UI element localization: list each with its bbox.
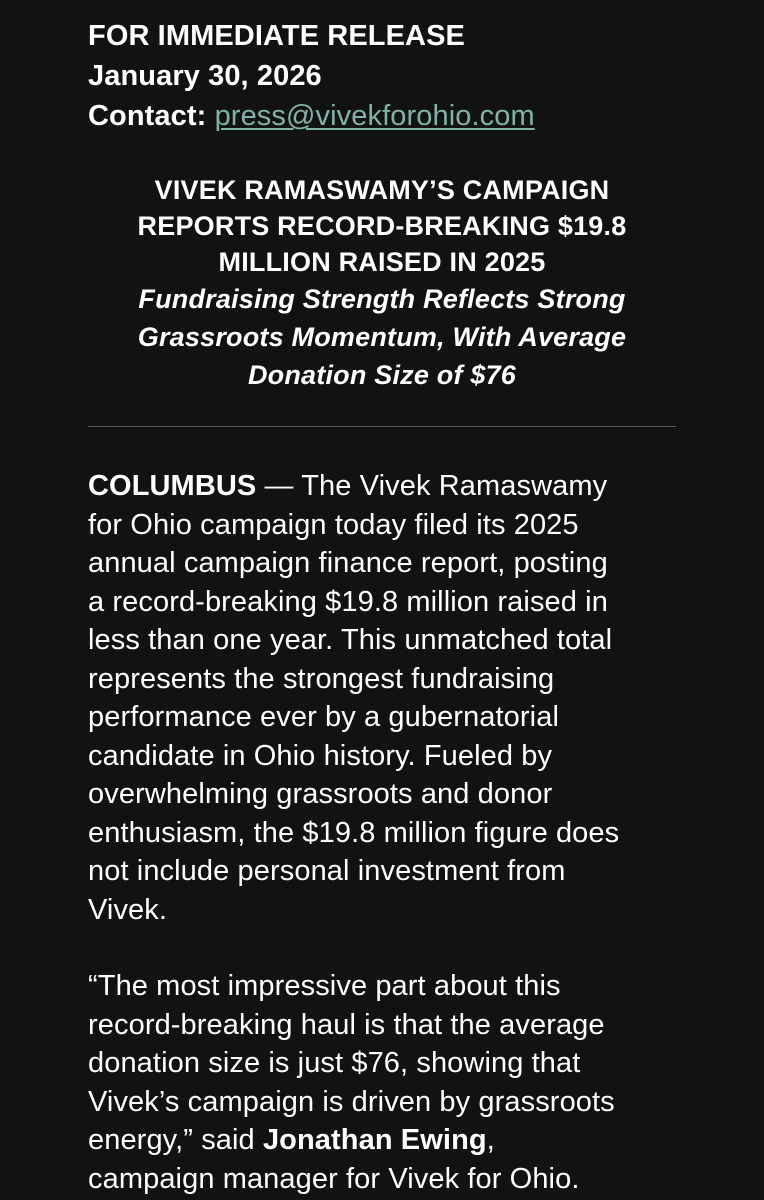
paragraph-2-line: record-breaking haul is that the average [88,1008,605,1041]
release-header [88,16,676,136]
paragraph-1-line: not include personal investment from [88,855,566,887]
dateline: COLUMBUS [88,470,257,502]
contact-line [88,96,676,136]
release-label: FOR IMMEDIATE RELEASE [88,20,465,52]
paragraph-1 [88,467,676,929]
contact-email-link[interactable]: press@vivekforohio.com [214,100,535,132]
paragraph-1-line: annual campaign finance report, posting [88,547,608,579]
contact-label: Contact: [88,100,207,132]
section-divider [88,426,676,427]
paragraph-2-line [88,1121,676,1160]
dateline-rest: — The Vivek Ramaswamy [256,470,608,502]
paragraph-1-line: overwhelming grassroots and donor [88,778,553,810]
paragraph-1-line: enthusiasm, the $19.8 million figure does [88,816,620,849]
paragraph-1-line [88,467,676,506]
subheadline-line: Grassroots Momentum, With Average [137,322,627,352]
release-date: January 30, 2026 [88,60,322,92]
paragraph-1-line: a record-breaking $19.8 million raised in [88,585,608,618]
paragraph-1-line: represents the strongest fundraising [88,662,555,695]
speaker-title: campaign manager for Vivek for Ohio. [88,1162,580,1195]
paragraph-1-line: performance ever by a gubernatorial [88,701,559,733]
subheadline-line: Donation Size of $76 [247,360,517,390]
paragraph-2 [88,967,676,1198]
headline-line: VIVEK RAMASWAMY’S CAMPAIGN [154,175,610,205]
headline [88,172,676,280]
paragraph-1-line: Vivek. [88,893,168,926]
headline-line: MILLION RAISED IN 2025 [218,247,546,277]
paragraph-1-line: for Ohio campaign today filed its 2025 [88,508,579,541]
speaker-name: Jonathan Ewing [262,1124,487,1156]
paragraph-2-line: “The most impressive part about this [88,970,561,1002]
paragraph-1-line: candidate in Ohio history. Fueled by [88,739,553,772]
quote-attribution-pre: energy,” said [88,1124,263,1156]
paragraph-1-line: less than one year. This unmatched total [88,624,613,656]
headline-line: REPORTS RECORD-BREAKING $19.8 [137,211,627,241]
subheadline-line: Fundraising Strength Reflects Strong [138,284,626,314]
subheadline [88,280,676,394]
paragraph-2-line: Vivek’s campaign is driven by grassroots [88,1085,615,1118]
quote-attribution-post: , [486,1124,495,1156]
paragraph-2-line: donation size is just $76, showing that [88,1047,581,1079]
